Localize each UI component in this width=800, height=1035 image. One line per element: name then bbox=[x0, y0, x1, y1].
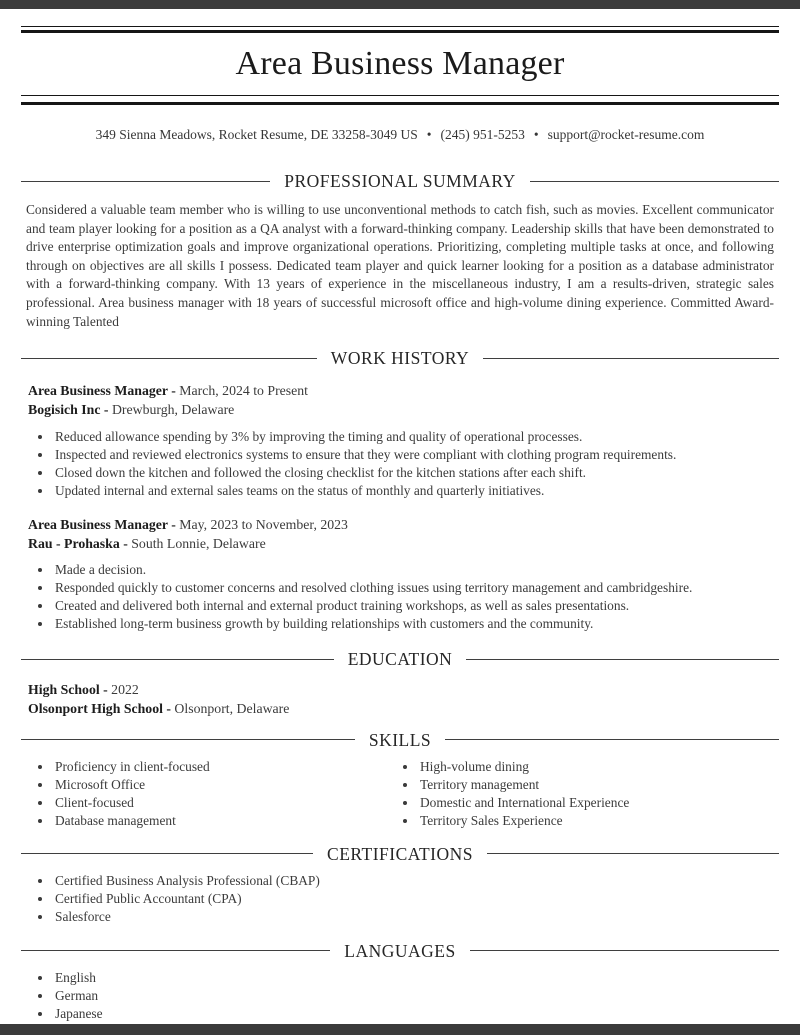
language-item: • Japanese bbox=[53, 1005, 779, 1023]
section-title-professional-summary: PROFESSIONAL SUMMARY bbox=[284, 171, 516, 191]
skill-item: • Database management bbox=[53, 812, 400, 830]
heading-rule-left bbox=[21, 181, 270, 182]
job-company: Rau - Prohaska - bbox=[28, 535, 128, 551]
section-heading-work-history bbox=[21, 347, 779, 369]
education-school: Olsonport High School - bbox=[28, 701, 171, 717]
skills-columns bbox=[21, 758, 779, 830]
certification-item: • Certified Public Accountant (CPA) bbox=[53, 890, 779, 908]
section-heading-certifications bbox=[21, 843, 779, 865]
skills-list bbox=[400, 758, 779, 830]
skills-column-right bbox=[400, 758, 779, 830]
section-title-education: EDUCATION bbox=[347, 649, 453, 670]
job-bullet-item: • Updated internal and external sales teams on the status of monthly and quarterly initiatives. bbox=[53, 482, 779, 500]
header-rule-bottom bbox=[21, 95, 779, 105]
language-item: • English bbox=[53, 969, 779, 987]
heading-rule-right bbox=[445, 739, 779, 740]
job-dates: March, 2024 to Present bbox=[175, 383, 309, 399]
skill-item: • Territory management bbox=[418, 776, 779, 794]
job-bullet-list bbox=[21, 561, 779, 633]
job-bullet-item: • Made a decision. bbox=[53, 561, 779, 579]
certification-item: • Certified Business Analysis Professional (CBAP) bbox=[53, 872, 779, 890]
contact-address: 349 Sienna Meadows, Rocket Resume, DE 33258-3049 US bbox=[95, 127, 418, 142]
bottom-accent-bar bbox=[0, 1024, 800, 1035]
heading-rule-left bbox=[21, 950, 330, 951]
job-title-line bbox=[28, 382, 774, 401]
section-heading-professional-summary bbox=[21, 170, 779, 192]
job-company-line bbox=[28, 535, 774, 554]
page-title: Area Business Manager bbox=[235, 45, 565, 82]
skill-item: • Microsoft Office bbox=[53, 776, 400, 794]
contact-phone: (245) 951-5253 bbox=[440, 127, 525, 142]
summary-text: Considered a valuable team member who is willing to use unconventional methods to catch fish, such as movies. Excellent communicator and team player looking for a position as a QA analyst with a forward-thinking company. Leadership skills that have been demonstrated to drive enterprise optimization goals and improve organizational operations. Prioritizing, completing multiple tasks at once, and following through on objectives are all skills I possess. Dedicated team player and quick learner looking for a position as a database administrator with a forward-thinking company. With 13 years of experience in the miscellaneous industry, I am a results-driven, strategic sales professional. Area business manager with 18 years of successful microsoft office and high-volume dining experience. Committed Award-winning Talented bbox=[26, 202, 774, 329]
skill-item: • Domestic and International Experience bbox=[418, 794, 779, 812]
heading-rule-right bbox=[466, 659, 779, 660]
section-title-skills: SKILLS bbox=[368, 729, 432, 750]
job-location: South Lonnie, Delaware bbox=[127, 535, 266, 551]
heading-rule-left bbox=[21, 739, 355, 740]
job-entry bbox=[28, 516, 774, 554]
contact-email: support@rocket-resume.com bbox=[547, 127, 705, 142]
skill-item: • Proficiency in client-focused bbox=[53, 758, 400, 776]
contact-separator: • bbox=[426, 127, 432, 142]
job-title: Area Business Manager - bbox=[28, 383, 176, 399]
section-heading-skills bbox=[21, 729, 779, 751]
education-degree: High School - bbox=[28, 682, 108, 698]
job-title: Area Business Manager - bbox=[28, 516, 176, 532]
section-title-certifications: CERTIFICATIONS bbox=[327, 843, 473, 864]
section-title-languages: LANGUAGES bbox=[344, 940, 456, 961]
education-location: Olsonport, Delaware bbox=[170, 701, 290, 717]
job-bullet-item: • Responded quickly to customer concerns and resolved clothing issues using territory management and cambridgeshire. bbox=[53, 579, 779, 597]
job-company: Bogisich Inc - bbox=[28, 401, 109, 417]
job-bullet-item: • Created and delivered both internal and external product training workshops, as well as sales presentations. bbox=[53, 597, 779, 615]
job-bullet-item: • Closed down the kitchen and followed the closing checklist for the kitchen stations after each shift. bbox=[53, 464, 779, 482]
heading-rule-left bbox=[21, 659, 334, 660]
job-bullet-item: • Established long-term business growth by building relationships with customers and the community. bbox=[53, 615, 779, 633]
certification-item: • Salesforce bbox=[53, 908, 779, 926]
skill-item: • Territory Sales Experience bbox=[418, 812, 779, 830]
job-title-line bbox=[28, 516, 774, 535]
contact-line bbox=[21, 126, 779, 143]
certifications-list bbox=[21, 872, 779, 926]
job-bullet-item: • Inspected and reviewed electronics systems to ensure that they were compliant with clothing program requirements. bbox=[53, 446, 779, 464]
education-year: 2022 bbox=[107, 682, 139, 698]
education-school-line bbox=[28, 700, 774, 719]
skills-column-left bbox=[21, 758, 400, 830]
languages-list bbox=[21, 969, 779, 1023]
job-entry bbox=[28, 382, 774, 420]
language-item: • German bbox=[53, 987, 779, 1005]
heading-rule-right bbox=[487, 853, 779, 854]
heading-rule-right bbox=[483, 358, 779, 359]
skill-item: • Client-focused bbox=[53, 794, 400, 812]
heading-rule-left bbox=[21, 358, 317, 359]
job-company-line bbox=[28, 401, 774, 420]
job-location: Drewburgh, Delaware bbox=[108, 401, 235, 417]
heading-rule-right bbox=[470, 950, 779, 951]
top-accent-bar bbox=[0, 0, 800, 9]
job-dates: May, 2023 to November, 2023 bbox=[175, 516, 348, 532]
education-entry bbox=[28, 681, 774, 719]
job-bullet-item: • Reduced allowance spending by 3% by improving the timing and quality of operational processes. bbox=[53, 428, 779, 446]
header-rule-top bbox=[21, 26, 779, 33]
job-bullet-list bbox=[21, 428, 779, 500]
skills-list bbox=[21, 758, 400, 830]
section-title-work-history: WORK HISTORY bbox=[330, 348, 470, 369]
contact-separator: • bbox=[533, 127, 539, 142]
education-degree-line bbox=[28, 681, 774, 700]
section-heading-languages bbox=[21, 940, 779, 962]
heading-rule-left bbox=[21, 853, 313, 854]
heading-rule-right bbox=[530, 181, 779, 182]
section-heading-education bbox=[21, 648, 779, 670]
skill-item: • High-volume dining bbox=[418, 758, 779, 776]
